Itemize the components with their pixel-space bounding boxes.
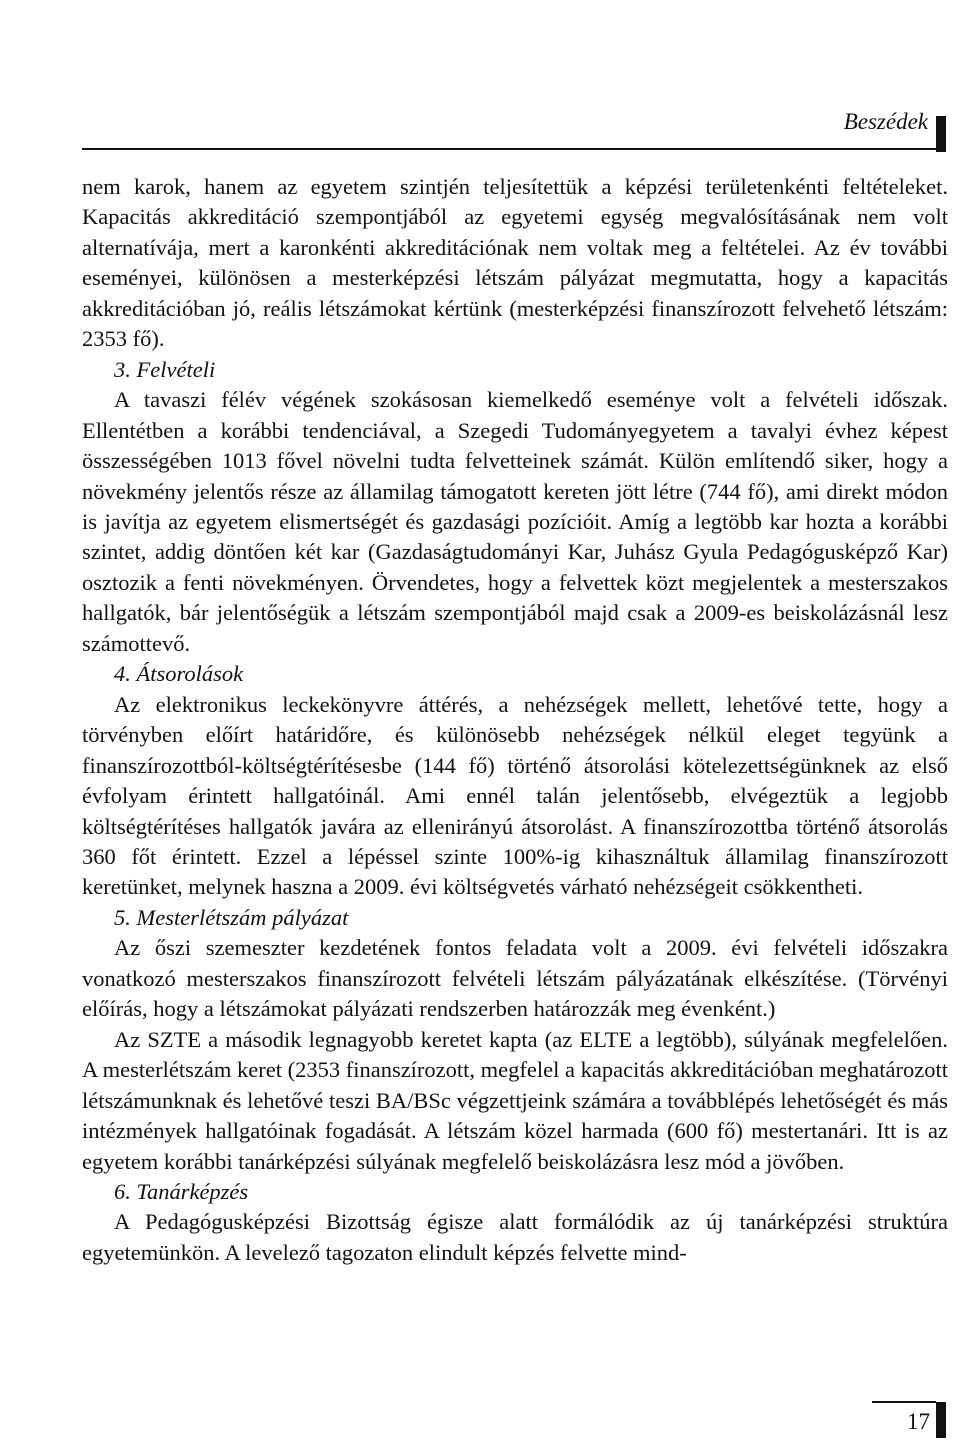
paragraph: nem karok, hanem az egyetem szintjén teljesítettük a képzési területenkénti feltételeket. Kapacitás akkreditáció szempontjából az egyetemi egység megvalósításának nem volt alternatívája, mert a karonkénti akkreditációnak nem voltak meg a feltételei. Az év további eseményei, különösen a mesterképzési létszám pályázat megmutatta, hogy a kapacitás akkreditációban jó, reális létszámokat kértünk (mesterképzési finanszírozott felvehető létszám: 2353 fő). xyxy=(82,174,948,352)
section-heading: 3. Felvételi xyxy=(114,356,216,382)
header-rule xyxy=(82,148,946,150)
paragraph: A tavaszi félév végének szokásosan kiemelkedő eseménye volt a felvételi időszak. Ellentétben a korábbi tendenciával, a Szegedi Tudományegyetem a tavalyi évhez képest összességében 1013 fővel növelni tudta felvetteinek számát. Külön említendő siker, hogy a növekmény jelentős része az államilag támogatott kereten jött létre (744 fő), ami direkt módon is javítja az egyetem elismertségét és gazdasági pozícióit. Amíg a legtöbb kar hozta a korábbi szintet, addig döntően két kar (Gazdaságtudományi Kar, Juhász Gyula Pedagógusképző Kar) osztozik a fenti növekményen. Örvendetes, hogy a felvettek közt megjelentek a mesterszakos hallgatók, bár jelentőségük a létszám szempontjából majd csak a 2009-es beiskolázásnál lesz számottevő. xyxy=(82,387,948,656)
header-marker-bar xyxy=(936,116,946,152)
section-heading: 5. Mesterlétszám pályázat xyxy=(114,904,349,930)
paragraph: Az SZTE a második legnagyobb keretet kapta (az ELTE a legtöbb), súlyának megfelelően. A mesterlétszám keret (2353 finanszírozott, megfelel a kapacitás akkreditációban meghatározott létszámunknak és lehetővé teszi BA/BSc végzettjeink számára a továbblépés lehetőségét és más intézmények hallgatóinak fogadását. A létszám közel harmada (600 fő) mestertanári. Itt is az egyetem korábbi tanárképzési súlyának megfelelő beiskolázásra lesz mód a jövőben. xyxy=(82,1026,948,1174)
body-text xyxy=(82,172,948,1268)
section-heading: 4. Átsorolások xyxy=(114,661,244,687)
page-number: 17 xyxy=(907,1409,930,1434)
running-header: Beszédek xyxy=(843,109,928,134)
section-heading: 6. Tanárképzés xyxy=(114,1178,249,1204)
footer-rule xyxy=(872,1401,936,1403)
paragraph: A Pedagógusképzési Bizottság égisze alatt formálódik az új tanárképzési struktúra egyetemünkön. A levelező tagozaton elindult képzés felvette mind- xyxy=(82,1209,948,1265)
paragraph: Az őszi szemeszter kezdetének fontos feladata volt a 2009. évi felvételi időszakra vonatkozó mesterszakos finanszírozott felvételi létszám pályázatának elkészítése. (Törvényi előírás, hogy a létszámokat pályázati rendszerben határozzák meg évenként.) xyxy=(82,935,948,1022)
paragraph: Az elektronikus leckekönyvre áttérés, a nehézségek mellett, lehetővé tette, hogy a törvényben előírt határidőre, és különösebb nehézségek nélkül eleget tegyünk a finanszírozottból-költségtérítésesbe (144 fő) történő átsorolási kötelezettségünknek az első évfolyam érintett hallgatóinál. Ami ennél talán jelentősebb, elvégeztük a legjobb költségtérítéses hallgatók javára az ellenirányú átsorolást. A finanszírozottba történő átsorolás 360 főt érintett. Ezzel a lépéssel szinte 100%-ig kihasználtuk államilag finanszírozott keretünket, melynek haszna a 2009. évi költségvetés várható nehézségeit csökkentheti. xyxy=(82,691,948,900)
footer-marker-bar xyxy=(936,1402,946,1438)
